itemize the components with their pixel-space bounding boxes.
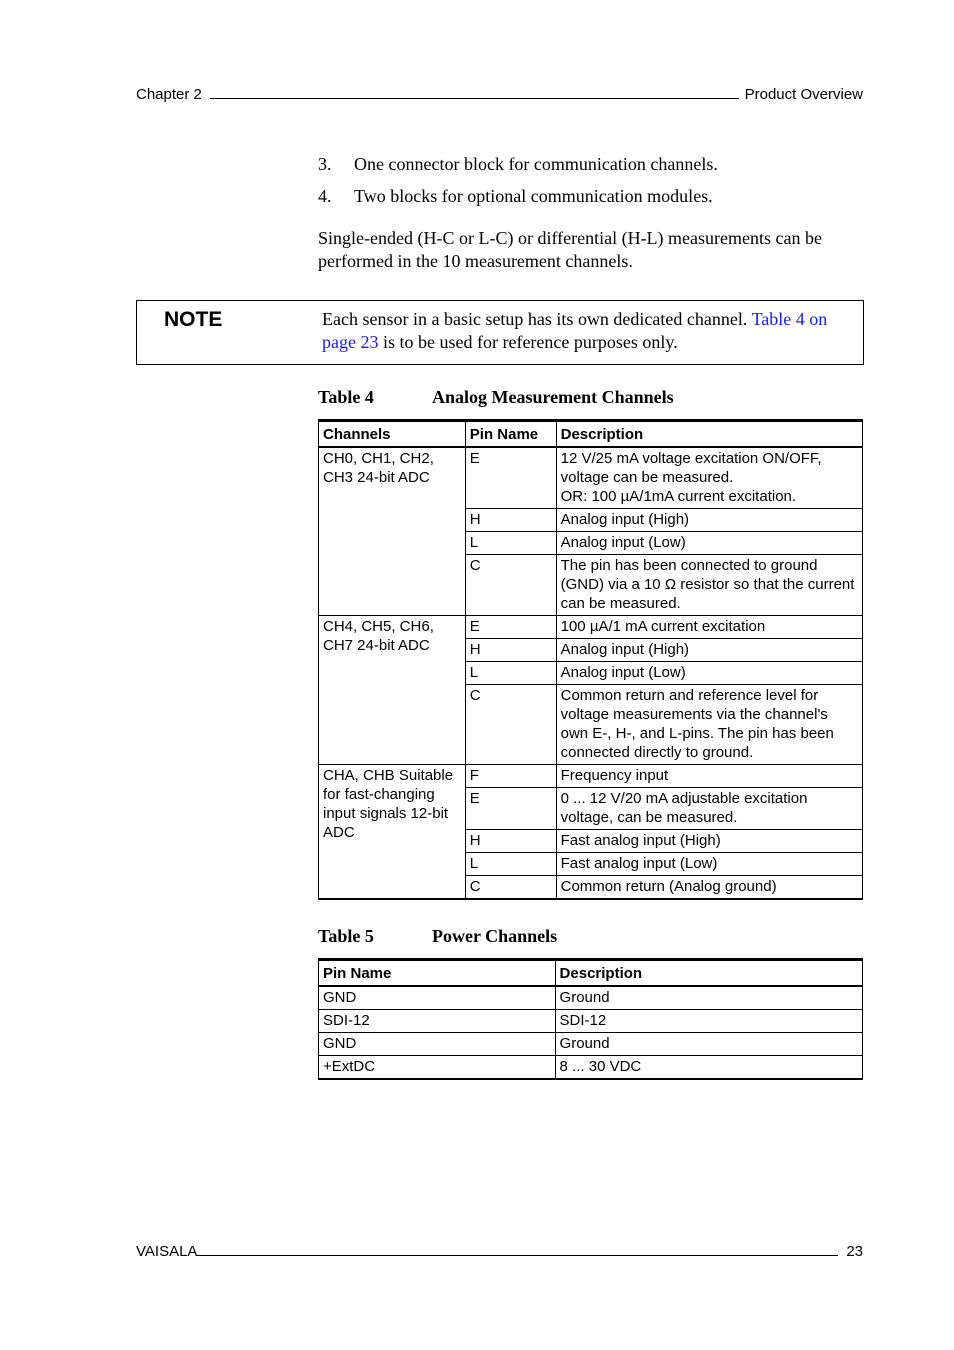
table-5-number: Table 5 [318, 926, 374, 946]
description-cell: Analog input (Low) [556, 532, 862, 555]
description-cell: Fast analog input (High) [556, 830, 862, 853]
column-header: Channels [319, 421, 466, 448]
description-cell: 100 µA/1 mA current excitation [556, 616, 862, 639]
pin-cell: E [465, 616, 556, 639]
column-header: Description [555, 960, 862, 987]
table-row [319, 616, 863, 639]
pin-cell: C [465, 685, 556, 765]
table-row [319, 1033, 863, 1056]
channel-cell: CHA, CHB Suitable for fast-changing input signals 12-bit ADC [319, 765, 466, 900]
channel-cell: CH4, CH5, CH6, CH7 24-bit ADC [319, 616, 466, 765]
description-cell: The pin has been connected to ground (GND) via a 10 Ω resistor so that the current can be measured. [556, 555, 862, 616]
pin-cell: C [465, 876, 556, 900]
description-cell: Analog input (Low) [556, 662, 862, 685]
table-row [319, 1010, 863, 1033]
table-5-caption [318, 926, 557, 947]
pin-cell: C [465, 555, 556, 616]
pin-cell: +ExtDC [319, 1056, 556, 1080]
list-item-text: Two blocks for optional communication modules. [354, 186, 713, 206]
pin-cell: H [465, 509, 556, 532]
table-4-number: Table 4 [318, 387, 374, 407]
table-row [319, 765, 863, 788]
description-cell: 0 ... 12 V/20 mA adjustable excitation voltage, can be measured. [556, 788, 862, 830]
list-item [318, 184, 863, 216]
description-cell: Analog input (High) [556, 509, 862, 532]
description-cell: Ground [555, 1033, 862, 1056]
description-cell: Common return and reference level for voltage measurements via the channel's own E-, H-, and L-pins. The pin has been connected directly to ground. [556, 685, 862, 765]
description-cell: SDI-12 [555, 1010, 862, 1033]
note-box [136, 300, 864, 365]
pin-cell: L [465, 853, 556, 876]
description-cell: Analog input (High) [556, 639, 862, 662]
description-text: 12 V/25 mA voltage excitation ON/OFF, voltage can be measured. [560, 450, 822, 486]
chapter-label: Chapter 2 [136, 86, 202, 103]
table-header-row [319, 421, 863, 448]
pin-cell: GND [319, 1033, 556, 1056]
column-header: Pin Name [465, 421, 556, 448]
running-header [136, 86, 863, 103]
table-5-title: Power Channels [432, 926, 558, 946]
numbered-list [318, 152, 863, 216]
pin-cell: SDI-12 [319, 1010, 556, 1033]
note-label: NOTE [164, 308, 223, 331]
list-item-text: One connector block for communication channels. [354, 154, 718, 174]
note-text [322, 308, 860, 354]
pin-cell: E [465, 788, 556, 830]
pin-cell: L [465, 532, 556, 555]
list-item-number: 3. [318, 154, 332, 174]
pin-cell: L [465, 662, 556, 685]
note-text-after: is to be used for reference purposes only. [382, 332, 678, 352]
page-number: 23 [846, 1243, 863, 1260]
pin-cell: F [465, 765, 556, 788]
pin-cell: H [465, 830, 556, 853]
pin-cell: E [465, 447, 556, 509]
page-footer [136, 1243, 863, 1260]
description-cell: Ground [555, 986, 862, 1010]
table-4-title: Analog Measurement Channels [432, 387, 674, 407]
footer-rule [197, 1255, 838, 1256]
pin-cell: H [465, 639, 556, 662]
description-cell: Frequency input [556, 765, 862, 788]
table-header-row [319, 960, 863, 987]
section-title: Product Overview [744, 86, 863, 103]
list-item-number: 4. [318, 186, 332, 206]
table-row [319, 1056, 863, 1080]
column-header: Description [556, 421, 862, 448]
header-rule [210, 98, 739, 99]
table-4-link[interactable]: Table 4 on page 23 [322, 309, 828, 352]
table-4-caption [318, 387, 674, 408]
table-row [319, 986, 863, 1010]
column-header: Pin Name [319, 960, 556, 987]
note-text-before: Each sensor in a basic setup has its own dedicated channel. [322, 309, 748, 329]
body-paragraph: Single-ended (H-C or L-C) or differential (H-L) measurements can be performed in the 10 measurement channels. [318, 228, 822, 271]
pin-cell: GND [319, 986, 556, 1010]
table-row [319, 447, 863, 509]
list-item [318, 152, 863, 184]
power-channels-table [318, 958, 863, 1080]
description-cell: Fast analog input (Low) [556, 853, 862, 876]
description-text: OR: 100 µA/1mA current excitation. [560, 488, 797, 505]
description-cell: 8 ... 30 VDC [555, 1056, 862, 1080]
analog-channels-table [318, 419, 863, 900]
description-cell: Common return (Analog ground) [556, 876, 862, 900]
brand-name: VAISALA [136, 1243, 198, 1260]
description-cell [556, 447, 862, 509]
channel-cell: CH0, CH1, CH2, CH3 24-bit ADC [319, 447, 466, 616]
